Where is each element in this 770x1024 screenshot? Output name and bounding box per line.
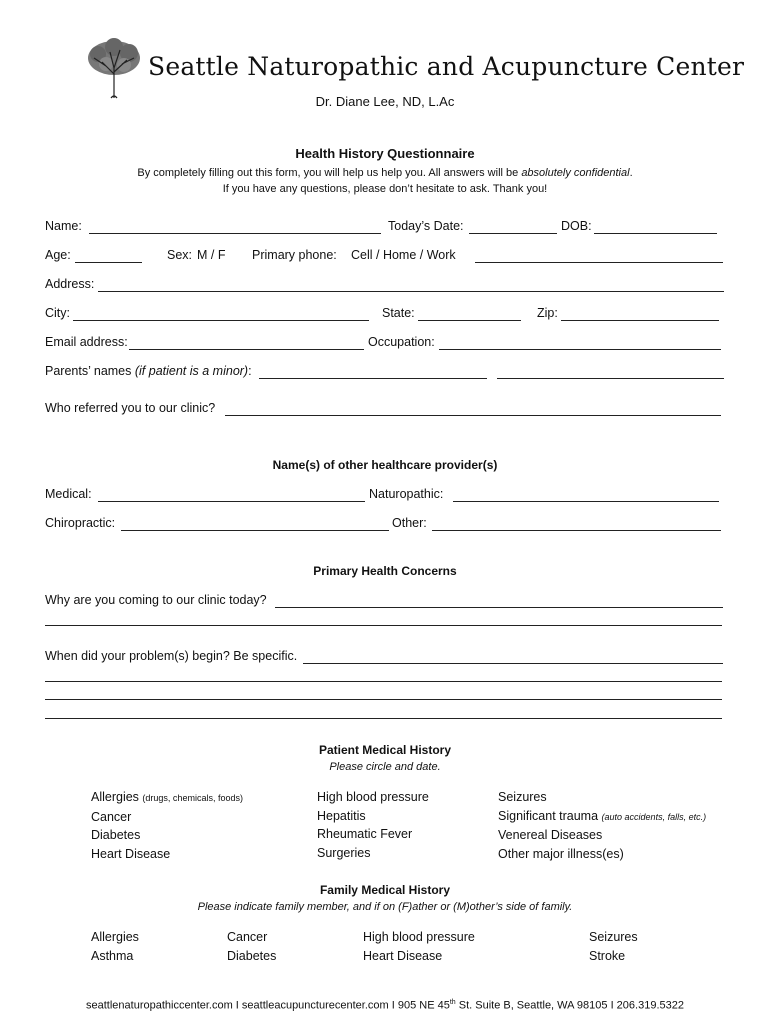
- address-label: Address:: [45, 277, 95, 291]
- other-field[interactable]: [432, 530, 721, 531]
- parents-label: Parents’ names (if patient is a minor):: [45, 364, 252, 378]
- when-extra-line-3[interactable]: [45, 718, 722, 719]
- zip-field[interactable]: [561, 320, 719, 321]
- family-history-col-4: [589, 928, 638, 965]
- footer-contact: seattlenaturopathiccenter.com I seattleacupuncturecenter.com I 905 NE 45th St. Suite B, Seattle, WA 98105 I 206.319.5322: [86, 999, 684, 1012]
- state-field[interactable]: [418, 320, 521, 321]
- chiropractic-label: Chiropractic:: [45, 516, 116, 530]
- sex-label: Sex:: [167, 248, 193, 262]
- dob-field[interactable]: [594, 233, 717, 234]
- city-row: [45, 306, 725, 326]
- age-row: [45, 248, 725, 268]
- condition-allergies[interactable]: Allergies (drugs, chemicals, foods): [91, 790, 243, 804]
- parents-row: [45, 364, 725, 384]
- providers-heading: Name(s) of other healthcare provider(s): [272, 458, 498, 472]
- zip-label: Zip:: [537, 306, 558, 320]
- condition-significant-trauma[interactable]: Significant trauma (auto accidents, falls, etc.): [498, 808, 707, 823]
- other-label: Other:: [392, 516, 427, 530]
- medical-field[interactable]: [98, 501, 365, 502]
- family-history-col-1: [91, 928, 139, 965]
- age-label: Age:: [45, 248, 71, 262]
- sex-options[interactable]: M / F: [197, 248, 226, 262]
- name-row: [45, 219, 725, 239]
- family-allergies[interactable]: Allergies: [91, 930, 139, 944]
- when-label: When did your problem(s) begin? Be specific.: [45, 649, 298, 663]
- patient-history-heading: Patient Medical History: [318, 743, 452, 757]
- family-seizures[interactable]: Seizures: [589, 930, 638, 944]
- doctor-name: Dr. Diane Lee, ND, L.Ac: [315, 94, 455, 109]
- intro-text-2: If you have any questions, please don’t hesitate to ask. Thank you!: [222, 183, 548, 195]
- referred-label: Who referred you to our clinic?: [45, 401, 216, 415]
- family-history-heading: Family Medical History: [319, 883, 451, 897]
- family-history-col-3: [363, 928, 475, 965]
- age-field[interactable]: [75, 262, 142, 263]
- state-label: State:: [382, 306, 415, 320]
- parent-2-field[interactable]: [497, 378, 724, 379]
- dob-label: DOB:: [561, 219, 592, 233]
- phone-field[interactable]: [475, 262, 723, 263]
- family-history-col-2: [227, 928, 276, 965]
- why-extra-line[interactable]: [45, 625, 722, 626]
- why-label: Why are you coming to our clinic today?: [45, 593, 267, 607]
- occupation-field[interactable]: [439, 349, 721, 350]
- when-extra-line-1[interactable]: [45, 681, 722, 682]
- when-extra-line-2[interactable]: [45, 699, 722, 700]
- condition-cancer[interactable]: Cancer: [91, 809, 132, 824]
- chiropractic-row: [45, 516, 725, 536]
- referred-field[interactable]: [225, 415, 721, 416]
- condition-venereal-diseases[interactable]: Venereal Diseases: [498, 828, 603, 842]
- primary-phone-label: Primary phone:: [252, 248, 337, 262]
- why-field[interactable]: [275, 607, 723, 608]
- naturopathic-field[interactable]: [453, 501, 719, 502]
- address-field[interactable]: [98, 291, 724, 292]
- family-stroke[interactable]: Stroke: [589, 948, 626, 963]
- form-title: Health History Questionnaire: [295, 146, 475, 161]
- why-row: [45, 593, 725, 613]
- condition-rheumatic-fever[interactable]: Rheumatic Fever: [317, 827, 413, 841]
- condition-diabetes[interactable]: Diabetes: [91, 828, 141, 842]
- patient-history-sub: Please circle and date.: [329, 761, 441, 773]
- address-row: [45, 277, 725, 297]
- city-label: City:: [45, 306, 70, 320]
- family-heart-disease[interactable]: Heart Disease: [363, 948, 443, 963]
- chiropractic-field[interactable]: [121, 530, 389, 531]
- todays-date-field[interactable]: [469, 233, 557, 234]
- phone-type-options[interactable]: Cell / Home / Work: [351, 248, 456, 262]
- clinic-name: Seattle Naturopathic and Acupuncture Center: [148, 52, 745, 81]
- concerns-heading: Primary Health Concerns: [313, 564, 457, 578]
- family-high-blood-pressure[interactable]: High blood pressure: [363, 930, 475, 944]
- family-history-sub: Please indicate family member, and if on (F)ather or (M)other’s side of family.: [197, 901, 573, 913]
- name-field[interactable]: [89, 233, 381, 234]
- condition-high-blood-pressure[interactable]: High blood pressure: [317, 790, 429, 804]
- patient-history-col-1: [91, 788, 243, 863]
- when-field[interactable]: [303, 663, 723, 664]
- parent-1-field[interactable]: [259, 378, 487, 379]
- occupation-label: Occupation:: [368, 335, 435, 349]
- condition-seizures[interactable]: Seizures: [498, 790, 547, 804]
- letterhead: [0, 38, 770, 158]
- family-diabetes[interactable]: Diabetes: [227, 948, 277, 963]
- medical-label: Medical:: [45, 487, 92, 501]
- family-asthma[interactable]: Asthma: [91, 948, 134, 963]
- patient-history-col-2: [317, 788, 429, 862]
- referred-row: [45, 401, 725, 421]
- family-cancer[interactable]: Cancer: [227, 930, 268, 944]
- condition-hepatitis[interactable]: Hepatitis: [317, 808, 366, 823]
- condition-other-major-illness[interactable]: Other major illness(es): [498, 846, 624, 861]
- intro-text-1: By completely filling out this form, you will help us help you. All answers will be absolutely confidential.: [137, 167, 633, 179]
- email-field[interactable]: [129, 349, 364, 350]
- name-label: Name:: [45, 219, 82, 233]
- when-row: [45, 649, 725, 669]
- email-label: Email address:: [45, 335, 128, 349]
- condition-heart-disease[interactable]: Heart Disease: [91, 846, 171, 861]
- email-row: [45, 335, 725, 355]
- todays-date-label: Today’s Date:: [388, 219, 464, 233]
- city-field[interactable]: [73, 320, 369, 321]
- condition-surgeries[interactable]: Surgeries: [317, 845, 371, 860]
- naturopathic-label: Naturopathic:: [369, 487, 444, 501]
- tree-icon: [84, 38, 144, 100]
- patient-history-col-3: [498, 788, 706, 863]
- medical-row: [45, 487, 725, 507]
